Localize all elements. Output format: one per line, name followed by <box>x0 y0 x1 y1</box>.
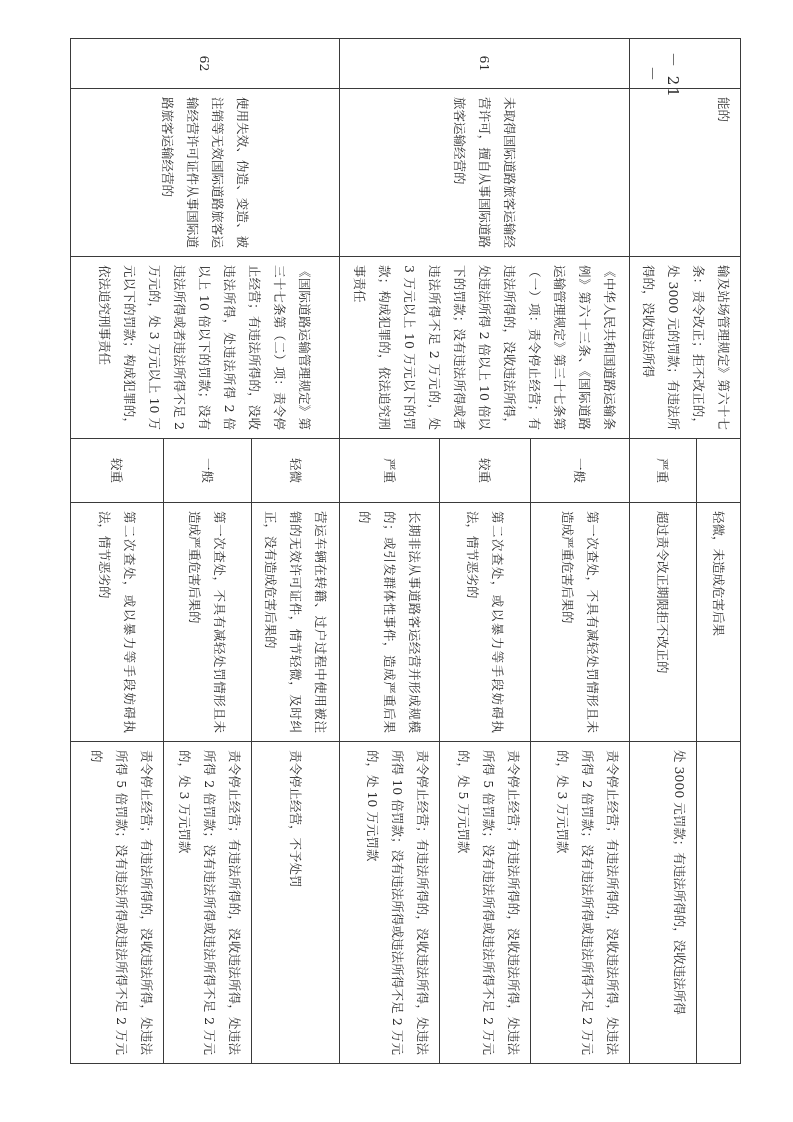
cell-level: 一般 <box>530 439 629 503</box>
cell-basis: 《国际道路运输管理规定》第三十七条第（二）项：责令停止经营；有违法所得的，没收违法所得，处违法所得 2 倍以上 10 倍以下的罚款；没有违法所得或者违法所得不足 2 万元的，处 3 万元以上 10 万元以下的罚款；构成犯罪的，依法追究刑事责任 <box>71 257 340 439</box>
table-row <box>251 39 339 1064</box>
cell-item: 使用失效、伪造、变造、被注销等无效国际道路旅客运输经营许可证件从事国际道路旅客运输经营的 <box>71 89 340 257</box>
cell-situation: 长期非法从事道路客运经营并形成规模的；或引发群体性事件，造成严重后果的 <box>339 503 439 742</box>
cell-situation: 营运车辆在转籍、过户过程中使用被注销的无效许可证件，情节轻微，及时纠正，没有造成危害后果的 <box>251 503 339 742</box>
cell-level: 严重 <box>629 439 696 503</box>
cell-standard: 责令停止经营；有违法所得的，没收违法所得，处违法所得 2 倍罚款；没有违法所得或违法所得不足 2 万元的，处 3 万元罚款 <box>530 742 629 1064</box>
cell-situation: 第一次查处，不具有减轻处罚情形且未造成严重危害后果的 <box>164 503 252 742</box>
cell-standard: 责令停止经营；有违法所得的，没收违法所得，处违法所得 2 倍罚款；没有违法所得或违法所得不足 2 万元的，处 3 万元罚款 <box>164 742 252 1064</box>
cell-level: 轻微 <box>251 439 339 503</box>
cell-basis: 《中华人民共和国道路运输条例》第六十三条、《国际道路运输管理规定》第三十七条第（一）项：责令停止经营；有违法所得的，没收违法所得，处违法所得 2 倍以上 10 倍以下的罚款；没有违法所得或者违法所得不足 2 万元的，处 3 万元以上 10 万元以下的罚款；构成犯罪的，依法追究刑事责任 <box>339 257 629 439</box>
cell-standard: 责令停止经营；有违法所得的，没收违法所得，处违法所得 10 倍罚款；没有违法所得或违法所得不足 2 万元的，处 10 万元罚款 <box>339 742 439 1064</box>
page-number: － 21 － <box>643 51 682 99</box>
table-row <box>530 39 629 1064</box>
cell-no <box>629 39 740 89</box>
cell-standard <box>696 742 740 1064</box>
cell-situation: 第一次查处，不具有减轻处罚情形且未造成严重危害后果的 <box>530 503 629 742</box>
cell-item: 能的 <box>629 89 740 257</box>
penalty-standard-table <box>70 38 741 1064</box>
cell-standard: 责令停止经营；有违法所得的，没收违法所得，处违法所得 5 倍罚款；没有违法所得或违法所得不足 2 万元的 <box>71 742 164 1064</box>
cell-item: 未取得国际道路旅客运输经营许可，擅自从事国际道路旅客运输经营的 <box>339 89 629 257</box>
table-row <box>696 39 740 1064</box>
cell-situation: 第二次查处，或以暴力等手段妨碍执法，情节恶劣的 <box>71 503 164 742</box>
cell-level: 严重 <box>339 439 439 503</box>
cell-level <box>696 439 740 503</box>
cell-standard: 责令停止经营；有违法所得的，没收违法所得，处违法所得 5 倍罚款；没有违法所得或违法所得不足 2 万元的，处 5 万元罚款 <box>439 742 530 1064</box>
cell-level: 较重 <box>439 439 530 503</box>
cell-situation: 超过责令改正期限拒不改正的 <box>629 503 696 742</box>
cell-level: 一般 <box>164 439 252 503</box>
cell-situation: 第二次查处，或以暴力等手段妨碍执法，情节恶劣的 <box>439 503 530 742</box>
cell-standard: 责令停止经营，不予处罚 <box>251 742 339 1064</box>
cell-level: 较重 <box>71 439 164 503</box>
cell-no: 62 <box>71 39 340 89</box>
cell-standard: 处 3000 元罚款；有违法所得的，没收违法所得 <box>629 742 696 1064</box>
cell-basis: 输及站场管理规定》第六十七条：责令改正；拒不改正的，处 3000 元的罚款；有违法所得的，没收违法所得 <box>629 257 740 439</box>
cell-no: 61 <box>339 39 629 89</box>
cell-situation: 轻微，未造成危害后果 <box>696 503 740 742</box>
rotated-table-frame <box>70 38 741 1063</box>
